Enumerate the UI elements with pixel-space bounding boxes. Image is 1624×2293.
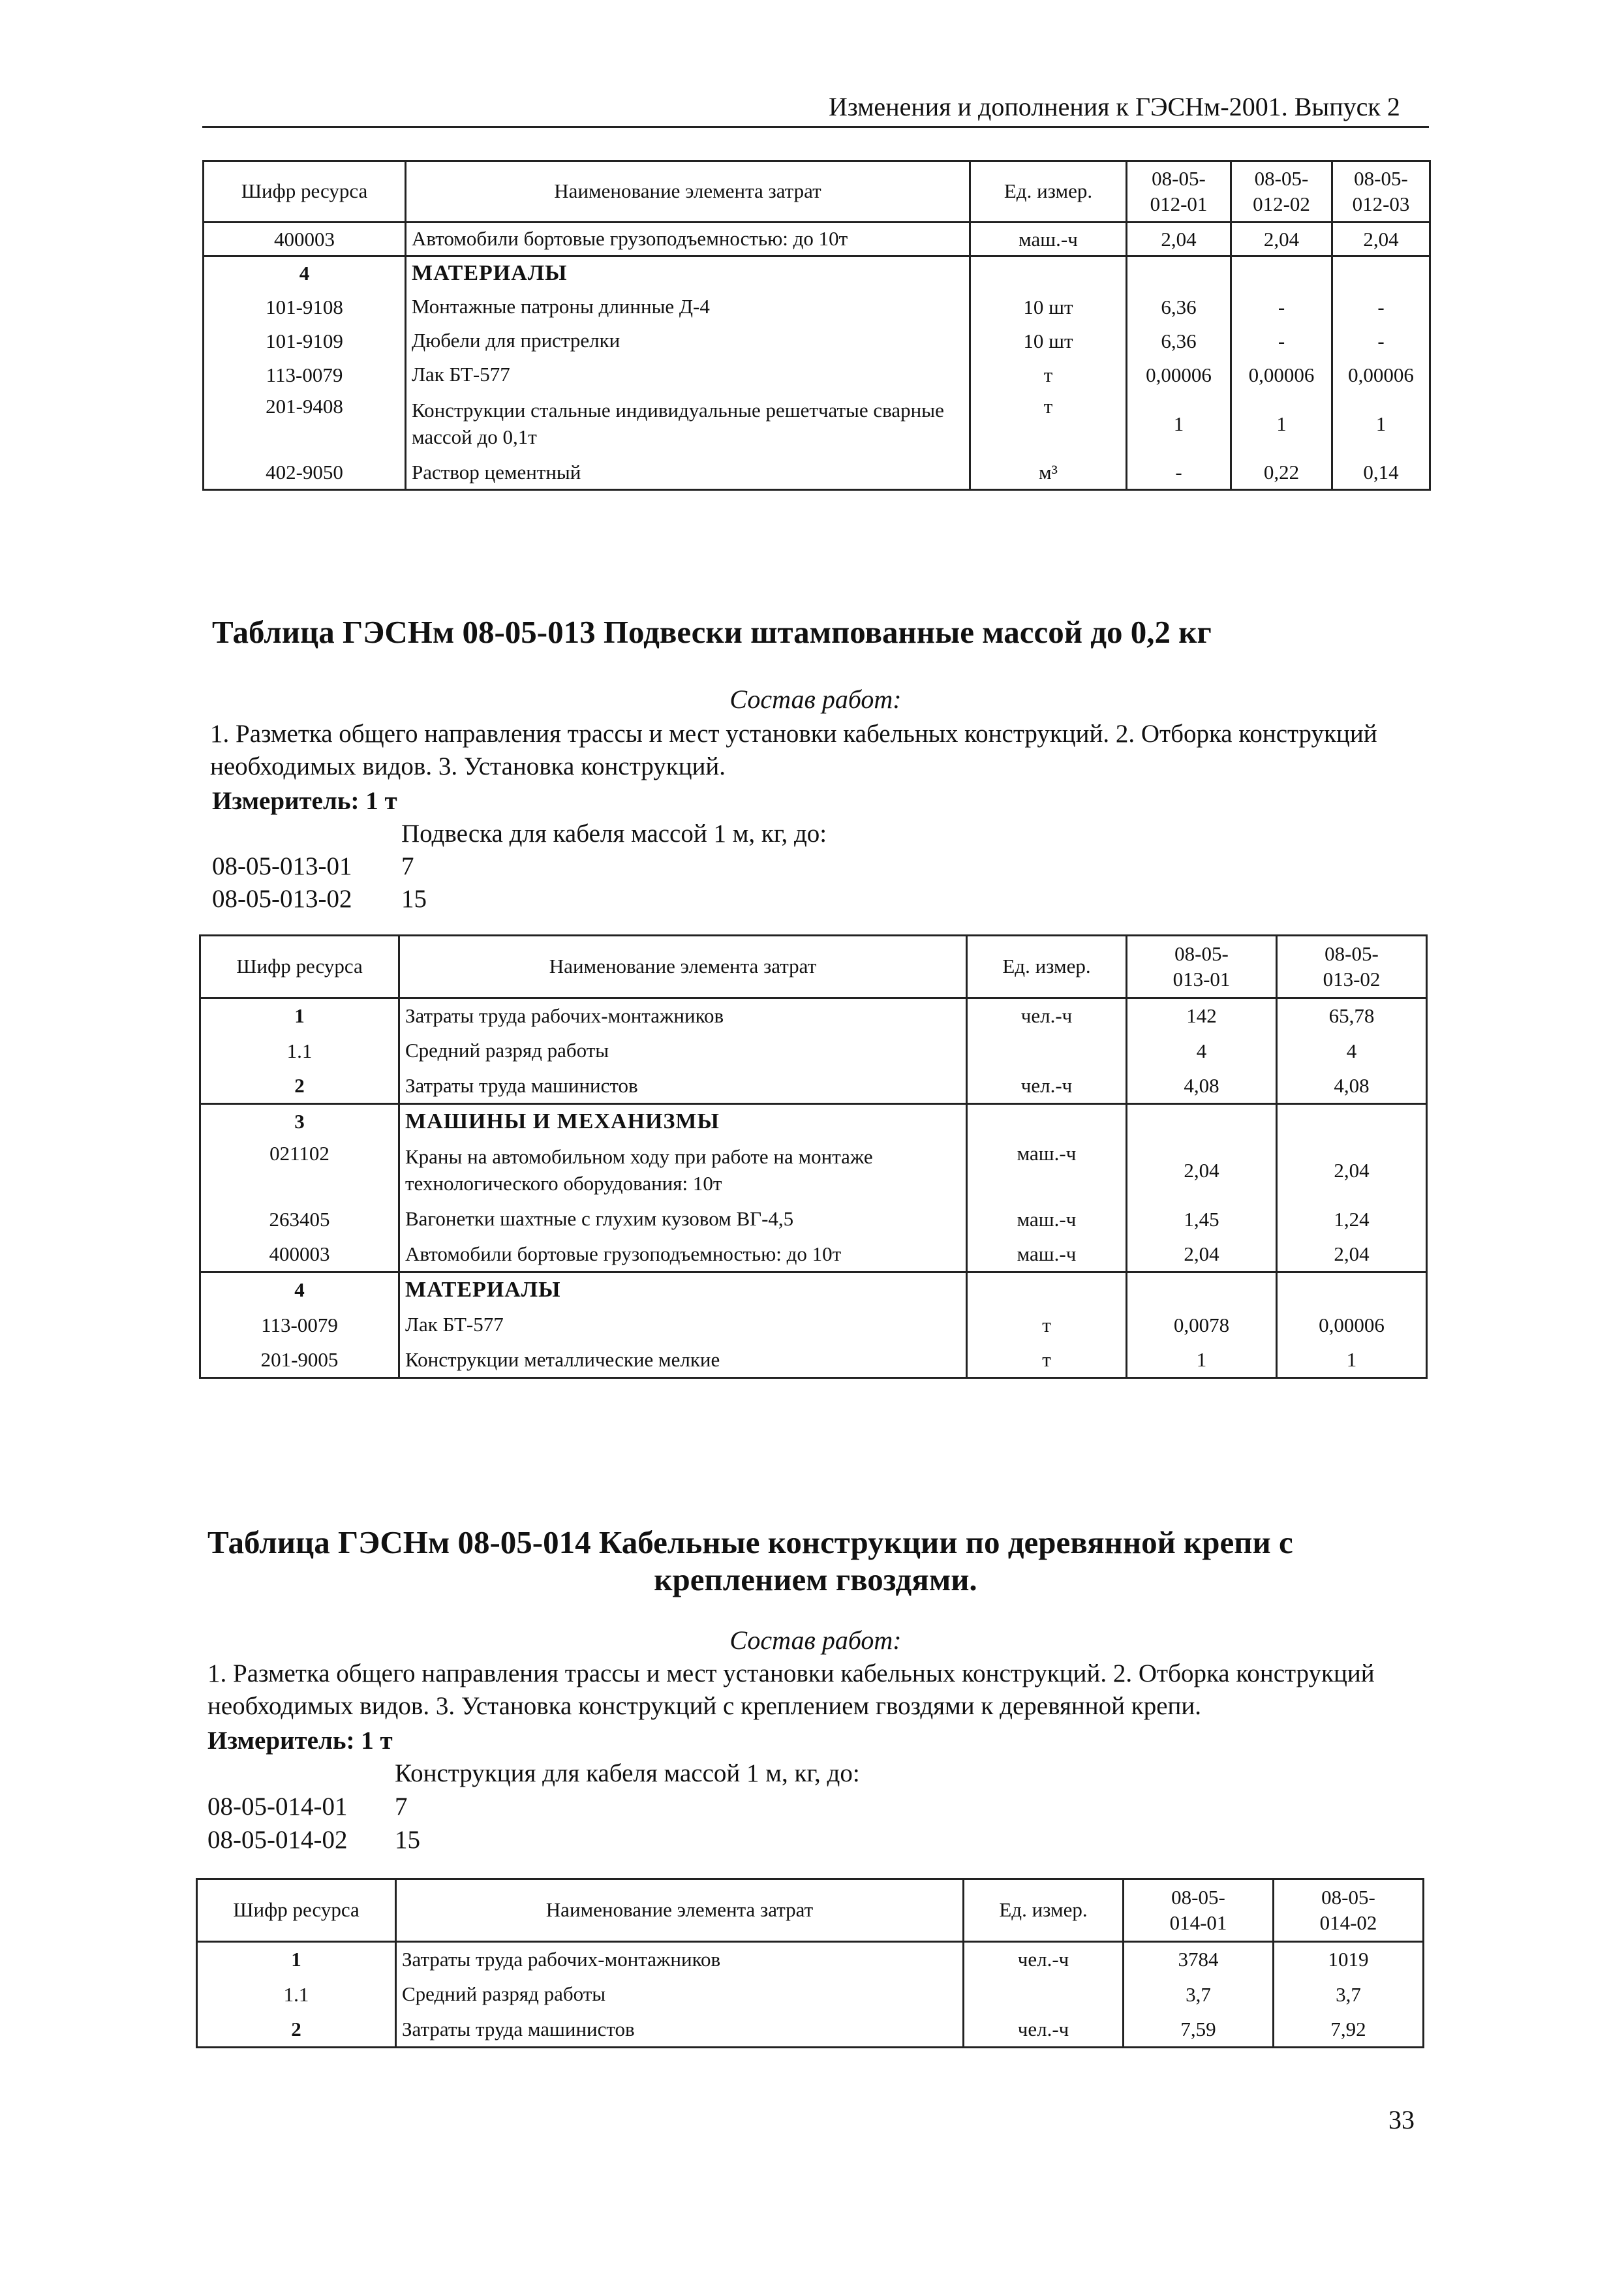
col-rate-header: 08-05- 013-02 [1277, 936, 1427, 998]
rate-value: - [1127, 456, 1231, 490]
norm-code: 08-05-014-01 [207, 1793, 348, 1821]
norm-value: 15 [401, 885, 427, 913]
table-row [197, 1942, 1424, 1977]
rate-value: - [1377, 295, 1385, 318]
resource-code: 021102 [200, 1139, 399, 1202]
rate-value: 3,7 [1124, 1977, 1274, 2012]
rate-value: 1 [1127, 1343, 1277, 1378]
rate-value: 2,04 [1334, 1242, 1370, 1265]
resource-code: 2 [197, 2012, 396, 2048]
table-row [204, 290, 1430, 324]
rate-value: 1019 [1328, 1948, 1369, 1971]
resource-unit: чел.-ч [964, 1942, 1124, 1977]
rate-value: 3,7 [1336, 1982, 1361, 2006]
norm-subtitle: Конструкция для кабеля массой 1 м, кг, до: [395, 1759, 860, 1787]
section-name: МАТЕРИАЛЫ [406, 256, 970, 290]
section-code: 3 [200, 1104, 399, 1139]
table-row [197, 2012, 1424, 2048]
table-row [200, 1237, 1427, 1272]
resource-unit: 10 шт [970, 290, 1127, 324]
col-unit-header: Ед. измер. [964, 1879, 1124, 1942]
rate-value: 0,0078 [1127, 1308, 1277, 1343]
norm-code: 08-05-013-01 [212, 852, 352, 880]
resource-name: Конструкции металлические мелкие [399, 1343, 967, 1378]
resource-unit: т [967, 1308, 1127, 1343]
measure-unit: Измеритель: 1 т [207, 1727, 393, 1755]
col-name-header: Наименование элемента затрат [406, 161, 970, 223]
resource-code: 2 [200, 1069, 399, 1104]
resource-table-013 [199, 934, 1428, 1379]
resource-unit: маш.-ч [967, 1202, 1127, 1237]
resource-name: Затраты труда рабочих-монтажников [396, 1942, 964, 1977]
norm-value: 7 [395, 1793, 408, 1821]
table-title-013: Таблица ГЭСНм 08-05-013 Подвески штампованные массой до 0,2 кг [212, 614, 1212, 650]
rate-value: 1 [1127, 392, 1231, 456]
resource-code: 1.1 [197, 1977, 396, 2012]
rate-value: - [1377, 329, 1385, 352]
rate-value: 1,24 [1334, 1207, 1370, 1231]
resource-code: 1.1 [200, 1034, 399, 1069]
table-row [197, 1977, 1424, 2012]
work-composition-label: Состав работ: [729, 1625, 902, 1655]
resource-unit: т [970, 358, 1127, 392]
rate-value: 0,22 [1231, 456, 1332, 490]
resource-code: 400003 [200, 1237, 399, 1272]
table-row [200, 1202, 1427, 1237]
col-rate-header: 08-05- 014-02 [1274, 1879, 1424, 1942]
resource-table-014 [196, 1878, 1424, 2048]
rate-value: - [1231, 324, 1332, 358]
col-rate-header: 08-05- 012-01 [1127, 161, 1231, 223]
resource-unit: маш.-ч [967, 1139, 1127, 1202]
resource-code: 400003 [204, 223, 406, 256]
rate-value: 4 [1127, 1034, 1277, 1069]
norm-value: 7 [401, 852, 414, 880]
col-unit-header: Ед. измер. [967, 936, 1127, 998]
rate-value: 1 [1375, 412, 1387, 435]
resource-name: Автомобили бортовые грузоподъемностью: до 10т [399, 1237, 967, 1272]
table-row [200, 1034, 1427, 1069]
col-unit-header: Ед. измер. [970, 161, 1127, 223]
table-row [200, 1069, 1427, 1104]
resource-unit: 10 шт [970, 324, 1127, 358]
resource-name: Дюбели для пристрелки [406, 324, 970, 358]
resource-code: 101-9108 [204, 290, 406, 324]
resource-name: Конструкции стальные индивидуальные решетчатые сварные массой до 0,1т [406, 392, 970, 456]
section-name: МАТЕРИАЛЫ [399, 1272, 967, 1308]
resource-code: 113-0079 [204, 358, 406, 392]
work-description: 1. Разметка общего направления трассы и мест установки кабельных конструкций. 2. Отборка конструкций необходимых видов. 3. Установка конструкций. [210, 720, 1377, 780]
rate-value: 0,00006 [1319, 1313, 1385, 1336]
resource-code: 113-0079 [200, 1308, 399, 1343]
resource-unit [964, 1977, 1124, 2012]
resource-code: 263405 [200, 1202, 399, 1237]
norm-code: 08-05-013-02 [212, 885, 352, 913]
rate-value: 4 [1346, 1039, 1357, 1062]
resource-unit: т [967, 1343, 1127, 1378]
section-code: 4 [200, 1272, 399, 1308]
table-title-014: Таблица ГЭСНм 08-05-014 Кабельные конструкции по деревянной крепи с [207, 1524, 1293, 1560]
table-row [204, 392, 1430, 456]
resource-unit: т [970, 392, 1127, 456]
section-row [204, 256, 1430, 290]
measure-unit: Измеритель: 1 т [212, 787, 397, 815]
col-name-header: Наименование элемента затрат [399, 936, 967, 998]
rate-value: 2,04 [1127, 1237, 1277, 1272]
col-code-header: Шифр ресурса [204, 161, 406, 223]
section-row [200, 1104, 1427, 1139]
table-row [200, 1343, 1427, 1378]
rate-value: 7,92 [1330, 2017, 1366, 2040]
resource-name: Лак БТ-577 [406, 358, 970, 392]
resource-code: 201-9005 [200, 1343, 399, 1378]
resource-code: 201-9408 [204, 392, 406, 456]
resource-code: 101-9109 [204, 324, 406, 358]
resource-unit: м³ [970, 456, 1127, 490]
resource-name: Монтажные патроны длинные Д-4 [406, 290, 970, 324]
norm-code: 08-05-014-02 [207, 1826, 348, 1854]
rate-value: 2,04 [1334, 1158, 1370, 1182]
resource-name: Краны на автомобильном ходу при работе на монтаже технологического оборудования: 10т [399, 1139, 967, 1202]
table-row [204, 456, 1430, 490]
resource-unit [967, 1034, 1127, 1069]
resource-name: Автомобили бортовые грузоподъемностью: до 10т [406, 223, 970, 256]
resource-unit: маш.-ч [970, 223, 1127, 256]
rate-value: 3784 [1124, 1942, 1274, 1977]
resource-unit: маш.-ч [967, 1237, 1127, 1272]
table-title-014-cont: креплением гвоздями. [654, 1562, 977, 1597]
col-rate-header: 08-05- 012-03 [1332, 161, 1430, 223]
rate-value: 2,04 [1127, 1139, 1277, 1202]
rate-value: 6,36 [1127, 324, 1231, 358]
resource-name: Лак БТ-577 [399, 1308, 967, 1343]
resource-name: Средний разряд работы [399, 1034, 967, 1069]
col-rate-header: 08-05- 012-02 [1231, 161, 1332, 223]
rate-value: 2,04 [1231, 223, 1332, 256]
rate-value: 65,78 [1328, 1004, 1375, 1028]
rate-value: 4,08 [1127, 1069, 1277, 1104]
resource-unit: чел.-ч [967, 1069, 1127, 1104]
col-name-header: Наименование элемента затрат [396, 1879, 964, 1942]
table-row [204, 223, 1430, 256]
col-rate-header: 08-05- 014-01 [1124, 1879, 1274, 1942]
resource-unit: чел.-ч [967, 998, 1127, 1034]
rate-value: 7,59 [1124, 2012, 1274, 2048]
col-rate-header: 08-05- 013-01 [1127, 936, 1277, 998]
table-row [204, 324, 1430, 358]
resource-code: 1 [197, 1942, 396, 1977]
col-code-header: Шифр ресурса [200, 936, 399, 998]
resource-code: 1 [200, 998, 399, 1034]
resource-name: Затраты труда машинистов [396, 2012, 964, 2048]
table-row [200, 998, 1427, 1034]
table-row [200, 1139, 1427, 1202]
rate-value: 0,00006 [1231, 358, 1332, 392]
table-row [200, 1308, 1427, 1343]
resource-table-012 [202, 160, 1431, 491]
rate-value: 6,36 [1127, 290, 1231, 324]
rate-value: - [1231, 290, 1332, 324]
resource-name: Вагонетки шахтные с глухим кузовом ВГ-4,5 [399, 1202, 967, 1237]
rate-value: 2,04 [1127, 223, 1231, 256]
rate-value: 4,08 [1334, 1073, 1370, 1097]
rate-value: 1 [1231, 392, 1332, 456]
resource-name: Средний разряд работы [396, 1977, 964, 2012]
rate-value: 1,45 [1127, 1202, 1277, 1237]
resource-name: Затраты труда машинистов [399, 1069, 967, 1104]
norm-subtitle: Подвеска для кабеля массой 1 м, кг, до: [401, 820, 827, 848]
work-composition-label: Состав работ: [729, 685, 902, 714]
header-rule [202, 126, 1429, 128]
rate-value: 0,00006 [1348, 363, 1414, 386]
section-name: МАШИНЫ И МЕХАНИЗМЫ [399, 1104, 967, 1139]
resource-unit: чел.-ч [964, 2012, 1124, 2048]
col-code-header: Шифр ресурса [197, 1879, 396, 1942]
section-row [200, 1272, 1427, 1308]
resource-code: 402-9050 [204, 456, 406, 490]
rate-value: 142 [1127, 998, 1277, 1034]
resource-name: Затраты труда рабочих-монтажников [399, 998, 967, 1034]
running-header: Изменения и дополнения к ГЭСНм-2001. Выпуск 2 [829, 92, 1400, 121]
norm-value: 15 [395, 1826, 420, 1854]
work-description: 1. Разметка общего направления трассы и мест установки кабельных конструкций. 2. Отборка конструкций необходимых видов. 3. Установка конструкций с креплением гвоздями к деревянной крепи. [207, 1659, 1375, 1720]
rate-value: 0,00006 [1127, 358, 1231, 392]
page-number: 33 [1388, 2105, 1415, 2134]
rate-value: 2,04 [1363, 227, 1399, 251]
rate-value: 1 [1346, 1347, 1357, 1371]
rate-value: 0,14 [1363, 460, 1399, 484]
section-code: 4 [204, 256, 406, 290]
resource-name: Раствор цементный [406, 456, 970, 490]
table-row [204, 358, 1430, 392]
